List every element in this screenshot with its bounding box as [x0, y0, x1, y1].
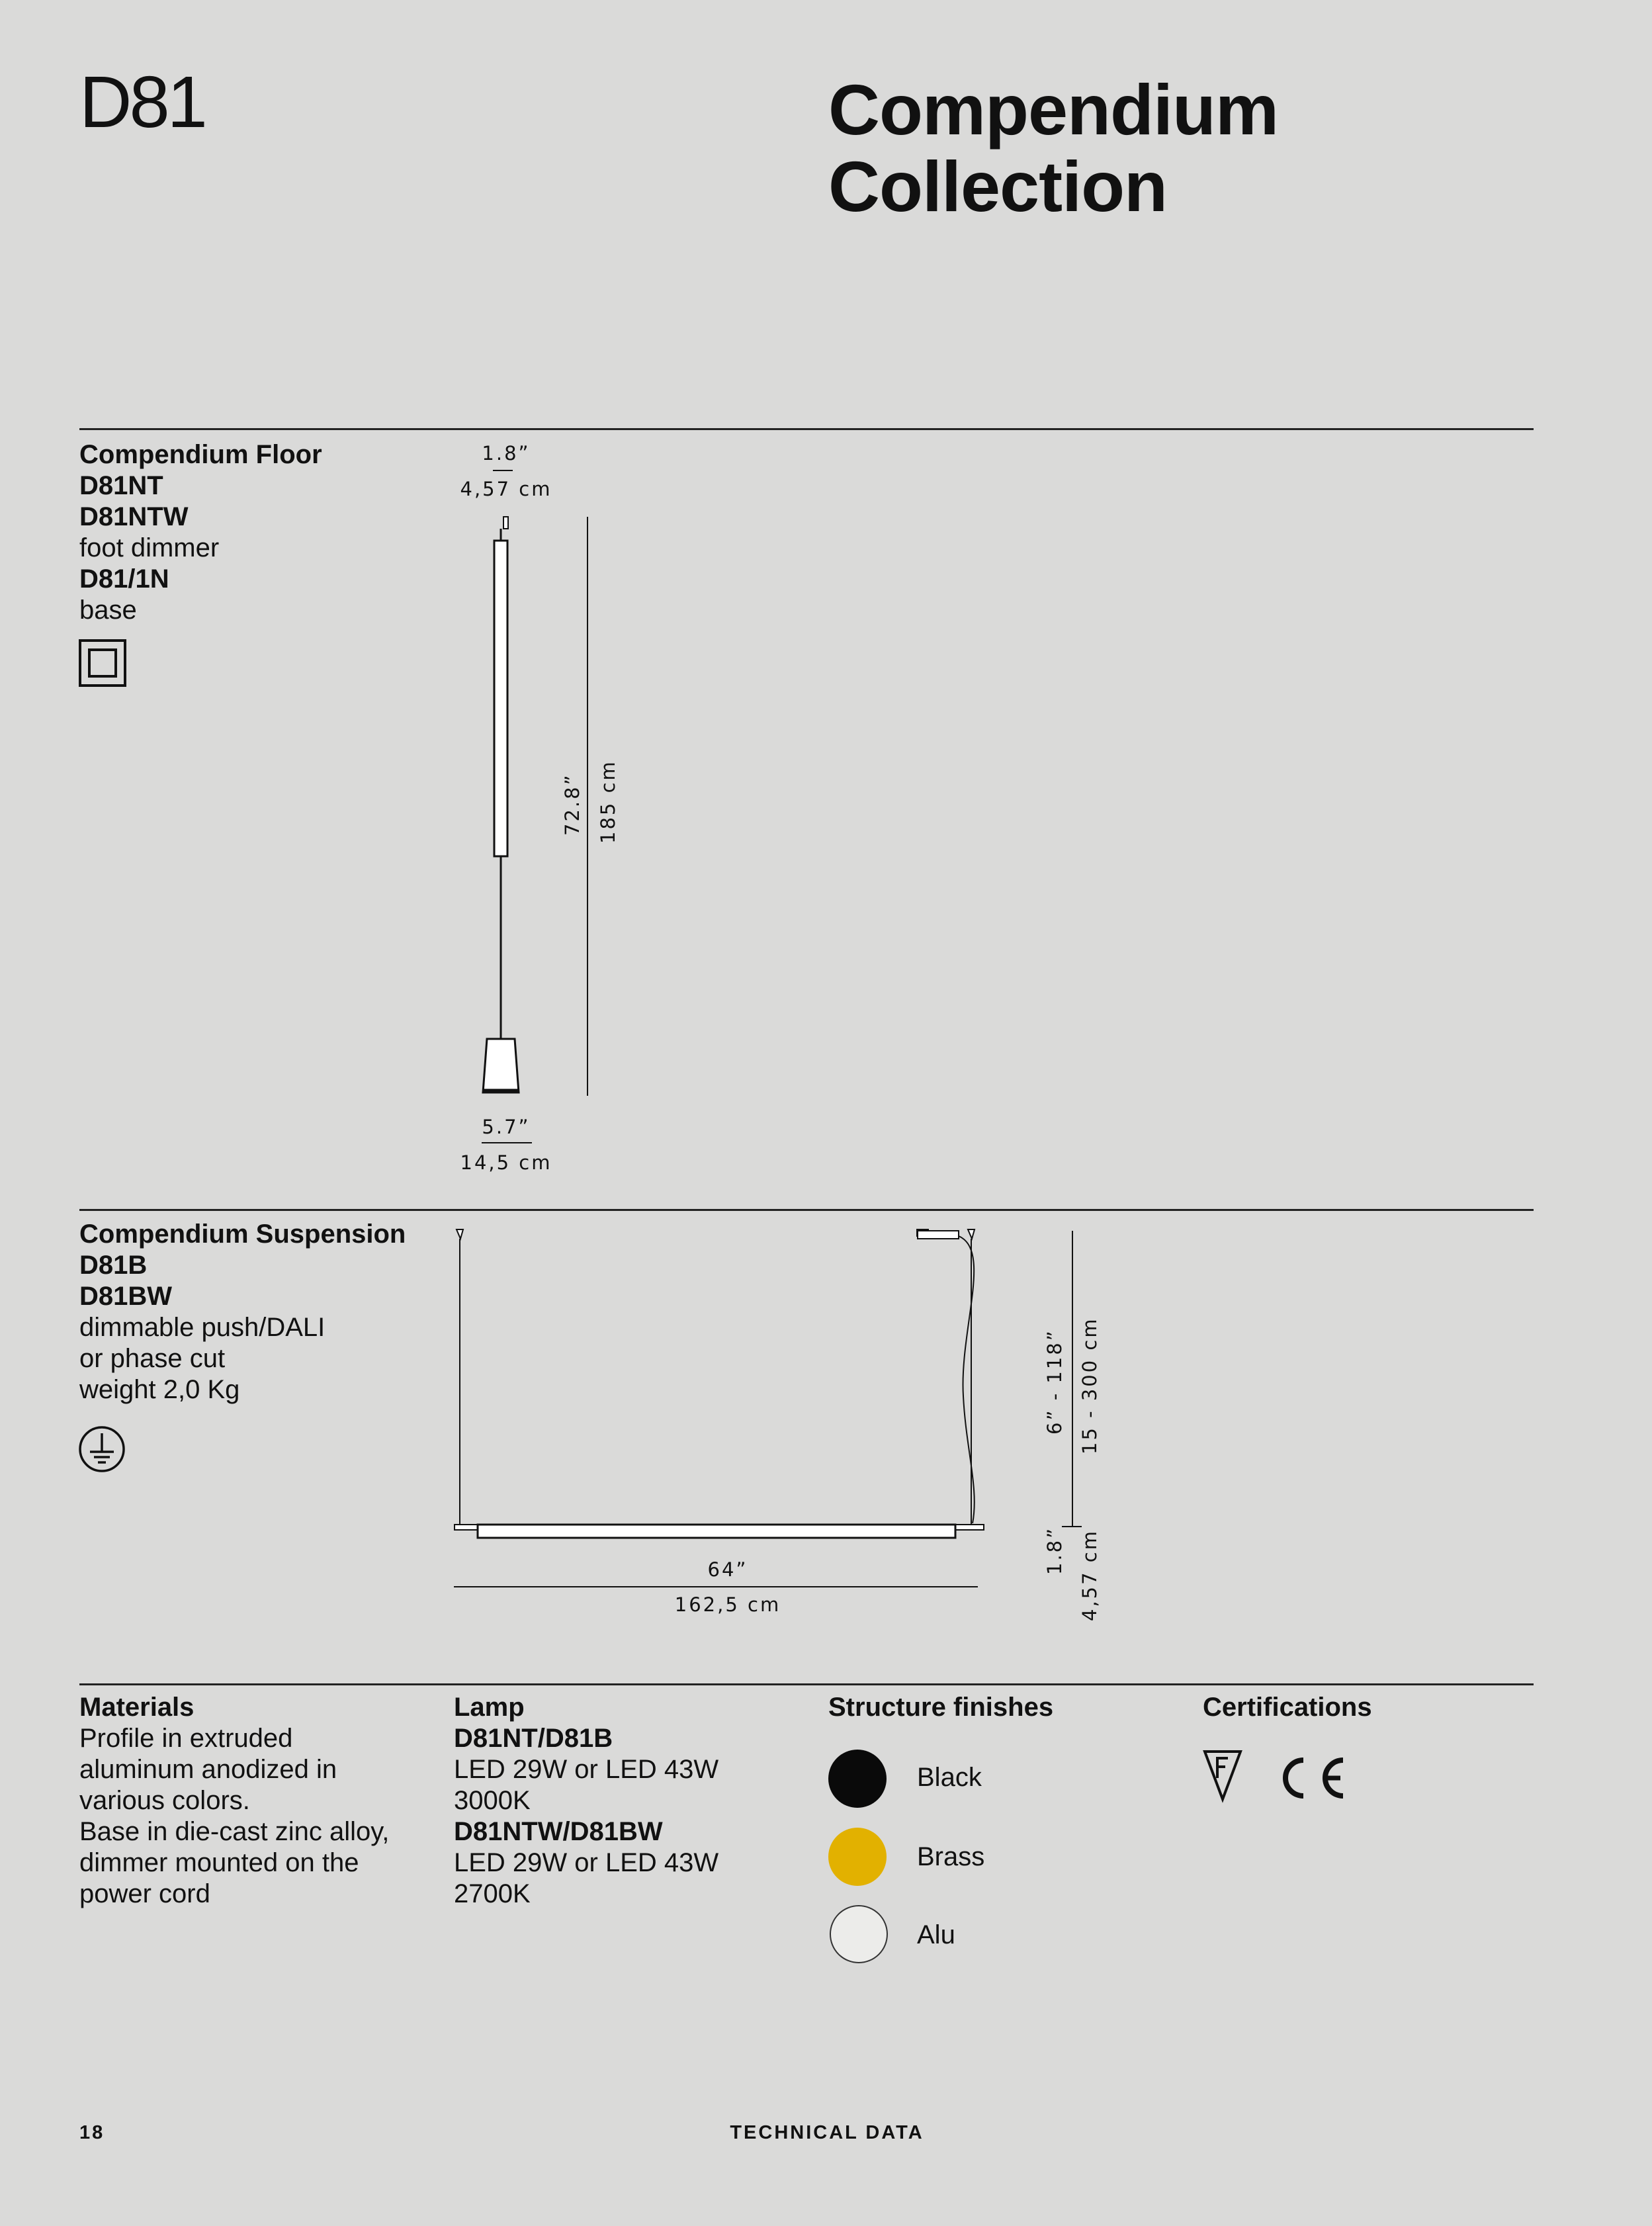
lamp-spec: LED 29W or LED 43W — [454, 1848, 719, 1877]
floor-note: base — [79, 596, 137, 625]
finish-swatch-alu — [830, 1905, 888, 1963]
suspension-depth-cm: 4,57 cm — [1078, 1529, 1101, 1621]
suspension-lamp-drawing — [450, 1224, 1006, 1542]
floor-name: Compendium Floor — [79, 440, 322, 469]
certifications-heading — [1203, 1692, 1372, 1723]
materials-line: power cord — [79, 1879, 210, 1908]
page-title — [828, 71, 1278, 225]
lamp-spec: 2700K — [454, 1879, 531, 1908]
dimension-line — [482, 1142, 532, 1145]
floor-code: D81NT — [79, 471, 163, 500]
materials-line: Profile in extruded — [79, 1724, 293, 1753]
ground-earth-icon — [78, 1425, 126, 1473]
materials-line: Base in die-cast zinc alloy, — [79, 1817, 390, 1846]
suspension-note: dimmable push/DALI — [79, 1313, 326, 1342]
suspension-length-in: 64” — [707, 1558, 748, 1581]
floor-top-width-cm: 4,57 cm — [460, 478, 552, 500]
materials-heading: Materials — [79, 1693, 195, 1722]
lamp-code: D81NT/D81B — [454, 1724, 613, 1753]
f-mark-icon — [1203, 1749, 1242, 1802]
floor-height-dimension-line — [587, 517, 589, 1096]
finish-label: Alu — [917, 1920, 955, 1949]
dimension-line — [493, 470, 513, 472]
floor-base-width-in: 5.7” — [482, 1116, 531, 1138]
title-line-2: Collection — [828, 146, 1168, 226]
finish-label: Black — [917, 1763, 982, 1792]
suspension-name: Compendium Suspension — [79, 1220, 406, 1249]
suspension-length-cm: 162,5 cm — [674, 1593, 781, 1616]
floor-code: D81/1N — [79, 564, 169, 594]
floor-base-width-cm: 14,5 cm — [460, 1151, 552, 1174]
product-code: D81 — [79, 62, 205, 143]
floor-height-cm: 185 cm — [597, 760, 619, 844]
floor-height-in: 72.8” — [561, 773, 584, 836]
finish-swatch-black — [828, 1750, 887, 1808]
ce-mark-icon — [1274, 1756, 1348, 1800]
title-line-1: Compendium — [828, 69, 1278, 150]
suspension-depth-in: 1.8” — [1043, 1526, 1066, 1575]
floor-note: foot dimmer — [79, 533, 220, 562]
certifications-heading-text: Certifications — [1203, 1693, 1372, 1722]
divider — [79, 428, 1534, 430]
suspension-note: or phase cut — [79, 1344, 226, 1373]
lamp-block — [454, 1692, 718, 1910]
footer-section-label: TECHNICAL DATA — [730, 2122, 924, 2143]
suspension-drop-cm: 15 - 300 cm — [1078, 1317, 1101, 1454]
materials-line: aluminum anodized in — [79, 1755, 337, 1784]
suspension-drop-in: 6” - 118” — [1043, 1329, 1066, 1435]
materials-line: various colors. — [79, 1786, 250, 1815]
floor-lamp-drawing — [476, 513, 543, 1095]
lamp-spec: LED 29W or LED 43W — [454, 1755, 719, 1784]
floor-info — [79, 439, 322, 626]
lamp-code: D81NTW/D81BW — [454, 1817, 663, 1846]
suspension-note: weight 2,0 Kg — [79, 1375, 240, 1404]
materials-block — [79, 1692, 389, 1910]
suspension-code: D81BW — [79, 1282, 173, 1311]
suspension-length-dimension-line — [454, 1586, 978, 1589]
floor-top-width-in: 1.8” — [482, 442, 531, 465]
lamp-heading: Lamp — [454, 1693, 525, 1722]
page-number: 18 — [79, 2122, 105, 2143]
divider — [79, 1683, 1534, 1685]
finishes-heading-text: Structure finishes — [828, 1693, 1054, 1722]
class-2-insulation-icon — [79, 639, 126, 687]
divider — [79, 1209, 1534, 1211]
finish-swatch-brass — [828, 1828, 887, 1886]
suspension-info — [79, 1219, 406, 1405]
finishes-heading — [828, 1692, 1053, 1723]
floor-code: D81NTW — [79, 502, 189, 531]
finish-label: Brass — [917, 1842, 985, 1871]
materials-line: dimmer mounted on the — [79, 1848, 359, 1877]
suspension-code: D81B — [79, 1251, 148, 1280]
lamp-spec: 3000K — [454, 1786, 531, 1815]
